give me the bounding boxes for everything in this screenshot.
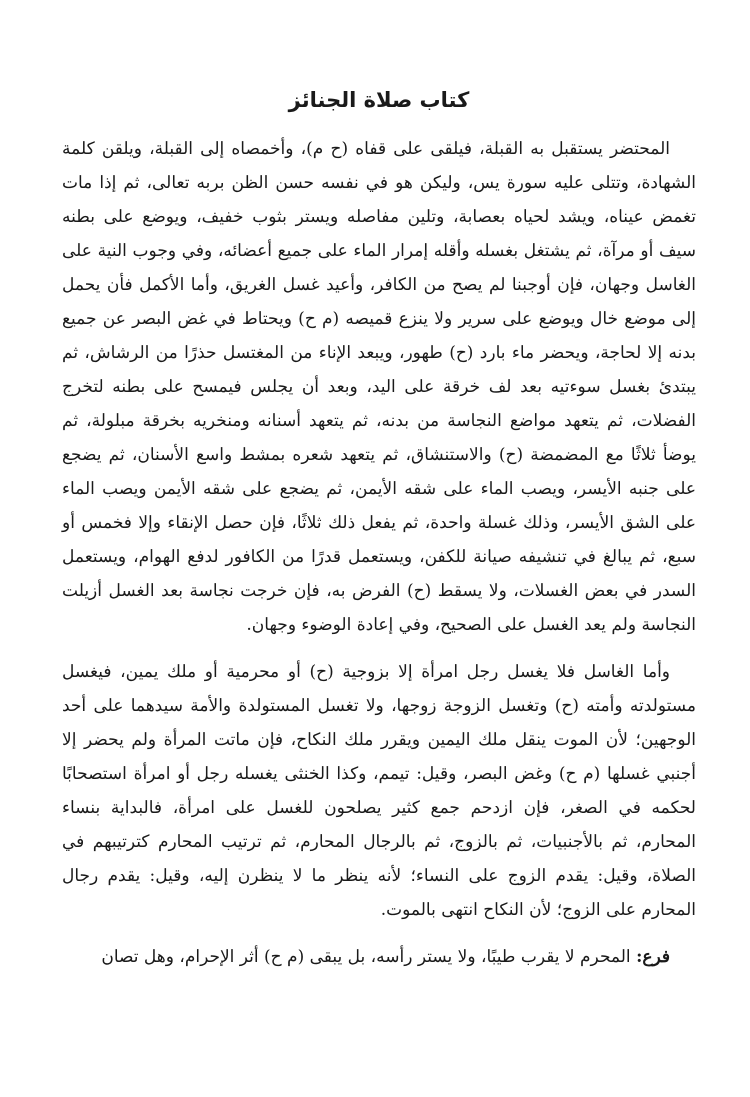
paragraph-1: المحتضر يستقبل به القبلة، فيلقى على قفاه (ح م)، وأخمصاه إلى القبلة، ويلقن كلمة الشهادة، وتتلى عليه سورة يس، وليكن هو في نفسه حسن الظن بربه تعالى، ثم إذا مات تغمض عيناه، ويشد لحياه بعصابة، وتلين مفاصله ويستر بثوب خفيف، ويوضع على بطنه سيف أو مرآة، ثم يشتغل بغسله وأقله إمرار الماء على جميع أعضائه، وفي وجوب النية على الغاسل وجهان، فإن أوجبنا لم يصح من الكافر، وأعيد غسل الغريق، وأما الأكمل فأن يحمل إلى موضع خال ويوضع على سرير ولا ينزع قميصه (م ح) ويحتاط في غض البصر عن جميع بدنه إلا لحاجة، ويحضر ماء بارد (ح) طهور، ويبعد الإناء من المغتسل حذرًا من الرشاش، ثم يبتدئ بغسل سوءتيه بعد لف خرقة على اليد، وبعد أن يجلس فيمسح على بطنه لتخرج الفضلات، ثم يتعهد مواضع النجاسة من بدنه، ثم يتعهد أسنانه ومنخريه بخرقة مبلولة، ثم يوضأ ثلاثًا مع المضمضة (ح) والاستنشاق، ثم يتعهد شعره بمشط واسع الأسنان، ثم يضجع على جنبه الأيسر، ويصب الماء على شقه الأيمن، ثم يضجع على شقه الأيمن ويصب الماء على الشق الأيسر، وذلك غسلة واحدة، ثم يفعل ذلك ثلاثًا، فإن حصل الإنقاء وإلا فخمس أو سبع، ثم يبالغ في تنشيفه صيانة للكفن، ويستعمل قدرًا من الكافور لدفع الهوام، ويستعمل السدر في بعض الغسلات، ولا يسقط (ح) الفرض به، فإن خرجت نجاسة بعد الغسل أزيلت النجاسة ولم يعد الغسل على الصحيح، وفي إعادة الوضوء وجهان. [62,139,696,635]
far-label: فرع: [636,947,670,967]
paragraph-2: وأما الغاسل فلا يغسل رجل امرأة إلا بزوجية (ح) أو محرمية أو ملك يمين، فيغسل مستولدته وأمته (ح) وتغسل الزوجة زوجها، ولا تغسل المستولدة والأمة سيدهما على أحد الوجهين؛ لأن الموت ينقل ملك اليمين ويقرر ملك النكاح، فإن ماتت المرأة ولم يحضر إلا أجنبي غسلها (م ح) وغض البصر، وقيل: تيمم، وكذا الخنثى يغسله رجل أو امرأة استصحابًا لحكمه في الصغر، فإن ازدحم جمع كثير يصلحون للغسل على امرأة، فالبداية بنساء المحارم، ثم بالأجنبيات، ثم بالزوج، ثم بالرجال المحارم، ثم ترتيب المحارم كترتيبهم في الصلاة، وقيل: يقدم الزوج على النساء؛ لأنه ينظر ما لا ينظرن إليه، وقيل: يقدم رجال المحارم على الزوج؛ لأن النكاح انتهى بالموت. [62,662,696,920]
far-paragraph [62,940,696,974]
chapter-title: كتاب صلاة الجنائز [288,88,470,112]
far-text: المحرم لا يقرب طيبًا، ولا يستر رأسه، بل يبقى (م ح) أثر الإحرام، وهل تصان [101,947,631,967]
book-page [62,88,696,974]
